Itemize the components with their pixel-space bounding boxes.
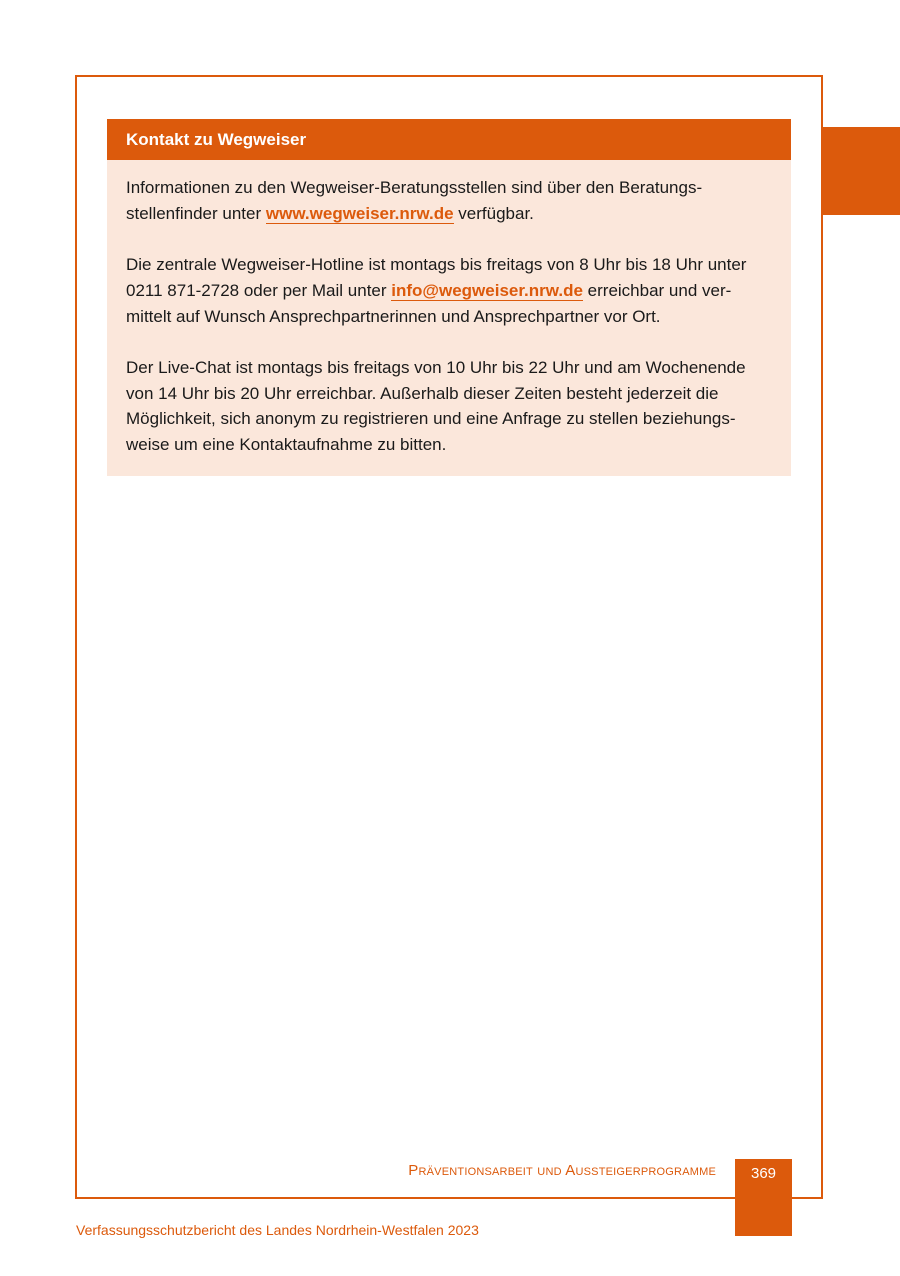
email-link[interactable]: info@wegweiser.nrw.de: [391, 280, 583, 300]
paragraph-hotline: [126, 252, 773, 329]
chapter-tab-marker: [823, 127, 900, 215]
page-number: 369: [750, 1165, 777, 1182]
page-number-box: [735, 1159, 792, 1236]
paragraph-text: Die zentrale Wegweiser-Hotline ist montags bis freitags von 8 Uhr bis 18 Uhr unter 0211 871-2728 oder per Mail unter: [126, 255, 747, 300]
publication-title: Verfassungsschutzbericht des Landes Nordrhein-Westfalen 2023: [76, 1222, 479, 1238]
paragraph-counseling-centers: [126, 175, 773, 226]
contact-info-box: [107, 119, 791, 476]
paragraph-text: Informationen zu den Wegweiser-Beratungsstellen sind über den Beratungs- stellenfinder unter: [126, 178, 703, 223]
info-box-title: Kontakt zu Wegweiser: [107, 119, 791, 160]
paragraph-text: erreichbar und ver- mittelt auf Wunsch Ansprechpartnerinnen und Ansprechpartner vor Ort.: [126, 280, 732, 326]
paragraph-text: verfügbar.: [453, 203, 534, 223]
info-box-body: [107, 160, 791, 476]
running-footer-section-title: [408, 1162, 716, 1179]
section-title-text: Präventionsarbeit und Aussteigerprogramme: [408, 1162, 716, 1179]
website-link[interactable]: www.wegweiser.nrw.de: [265, 203, 454, 223]
paragraph-live-chat: Der Live-Chat ist montags bis freitags von 10 Uhr bis 22 Uhr und am Wochenende von 14 Uhr bis 20 Uhr erreichbar. Außerhalb dieser Zeiten besteht jederzeit die Möglichkeit, sich anonym zu registrieren und eine Anfrage zu stellen beziehungs- weise um eine Kontaktaufnahme zu bitten.: [126, 357, 746, 454]
